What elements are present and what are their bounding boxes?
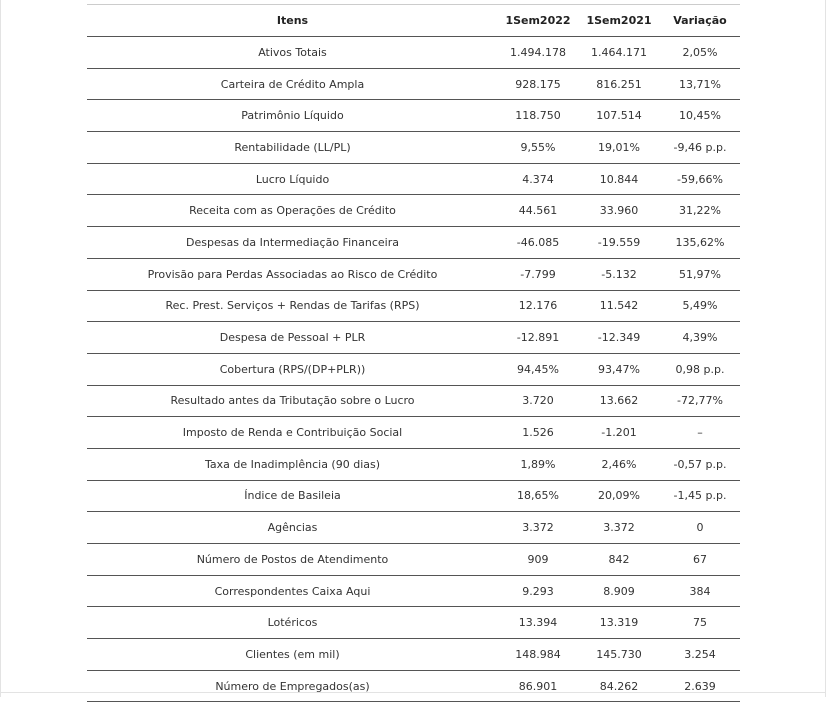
- row-variacao: 0: [660, 512, 740, 544]
- table-row: [87, 575, 740, 607]
- table-row: [87, 480, 740, 512]
- table-row: [87, 290, 740, 322]
- row-1sem2022: 1.526: [498, 417, 578, 449]
- header-1sem2021: 1Sem2021: [578, 5, 660, 37]
- row-1sem2021: -5.132: [578, 258, 660, 290]
- left-divider: [0, 0, 1, 697]
- row-1sem2022: 86.901: [498, 670, 578, 702]
- table-row: [87, 639, 740, 671]
- header-variacao: Variação: [660, 5, 740, 37]
- table-row: [87, 353, 740, 385]
- row-item: Rentabilidade (LL/PL): [87, 132, 498, 164]
- row-item: Despesas da Intermediação Financeira: [87, 227, 498, 259]
- table-row: [87, 544, 740, 576]
- row-variacao: -59,66%: [660, 163, 740, 195]
- row-1sem2021: 93,47%: [578, 353, 660, 385]
- row-1sem2021: 816.251: [578, 68, 660, 100]
- row-variacao: -72,77%: [660, 385, 740, 417]
- row-item: Resultado antes da Tributação sobre o Lucro: [87, 385, 498, 417]
- row-1sem2021: 11.542: [578, 290, 660, 322]
- row-1sem2021: 84.262: [578, 670, 660, 702]
- table-row: [87, 132, 740, 164]
- table-row: [87, 100, 740, 132]
- row-variacao: 135,62%: [660, 227, 740, 259]
- row-variacao: -9,46 p.p.: [660, 132, 740, 164]
- row-item: Cobertura (RPS/(DP+PLR)): [87, 353, 498, 385]
- row-1sem2022: 1.494.178: [498, 37, 578, 69]
- row-variacao: -1,45 p.p.: [660, 480, 740, 512]
- row-variacao: 51,97%: [660, 258, 740, 290]
- row-variacao: –: [660, 417, 740, 449]
- row-1sem2022: 94,45%: [498, 353, 578, 385]
- table-row: [87, 163, 740, 195]
- row-variacao: 13,71%: [660, 68, 740, 100]
- row-item: Número de Postos de Atendimento: [87, 544, 498, 576]
- row-1sem2021: 13.662: [578, 385, 660, 417]
- table-header-row: [87, 5, 740, 37]
- row-item: Clientes (em mil): [87, 639, 498, 671]
- row-variacao: 4,39%: [660, 322, 740, 354]
- row-item: Taxa de Inadimplência (90 dias): [87, 448, 498, 480]
- row-1sem2022: -7.799: [498, 258, 578, 290]
- row-1sem2022: 3.720: [498, 385, 578, 417]
- row-item: Despesa de Pessoal + PLR: [87, 322, 498, 354]
- row-item: Lucro Líquido: [87, 163, 498, 195]
- table-row: [87, 227, 740, 259]
- row-1sem2021: 1.464.171: [578, 37, 660, 69]
- row-1sem2022: 12.176: [498, 290, 578, 322]
- table-row: [87, 322, 740, 354]
- row-item: Ativos Totais: [87, 37, 498, 69]
- row-item: Rec. Prest. Serviços + Rendas de Tarifas (RPS): [87, 290, 498, 322]
- row-1sem2021: 13.319: [578, 607, 660, 639]
- row-variacao: 2,05%: [660, 37, 740, 69]
- row-item: Imposto de Renda e Contribuição Social: [87, 417, 498, 449]
- row-1sem2021: -1.201: [578, 417, 660, 449]
- row-variacao: 31,22%: [660, 195, 740, 227]
- table-row: [87, 417, 740, 449]
- row-variacao: 5,49%: [660, 290, 740, 322]
- row-item: Patrimônio Líquido: [87, 100, 498, 132]
- row-variacao: 3.254: [660, 639, 740, 671]
- table-row: [87, 258, 740, 290]
- row-1sem2022: 118.750: [498, 100, 578, 132]
- row-variacao: 10,45%: [660, 100, 740, 132]
- table-row: [87, 607, 740, 639]
- row-1sem2022: 928.175: [498, 68, 578, 100]
- row-1sem2022: 909: [498, 544, 578, 576]
- table-row: [87, 37, 740, 69]
- row-1sem2021: 107.514: [578, 100, 660, 132]
- row-1sem2022: 44.561: [498, 195, 578, 227]
- row-1sem2022: 1,89%: [498, 448, 578, 480]
- row-1sem2022: 9,55%: [498, 132, 578, 164]
- row-1sem2022: 9.293: [498, 575, 578, 607]
- row-variacao: -0,57 p.p.: [660, 448, 740, 480]
- row-item: Lotéricos: [87, 607, 498, 639]
- row-1sem2021: 10.844: [578, 163, 660, 195]
- table-row: [87, 385, 740, 417]
- row-1sem2022: 3.372: [498, 512, 578, 544]
- row-item: Correspondentes Caixa Aqui: [87, 575, 498, 607]
- row-1sem2021: 8.909: [578, 575, 660, 607]
- row-1sem2021: -19.559: [578, 227, 660, 259]
- row-item: Carteira de Crédito Ampla: [87, 68, 498, 100]
- header-1sem2022: 1Sem2022: [498, 5, 578, 37]
- table-row: [87, 195, 740, 227]
- table-row: [87, 512, 740, 544]
- row-1sem2021: 145.730: [578, 639, 660, 671]
- row-item: Provisão para Perdas Associadas ao Risco de Crédito: [87, 258, 498, 290]
- row-1sem2022: -12.891: [498, 322, 578, 354]
- row-item: Número de Empregados(as): [87, 670, 498, 702]
- table-row: [87, 68, 740, 100]
- row-1sem2021: 842: [578, 544, 660, 576]
- row-1sem2022: 13.394: [498, 607, 578, 639]
- table-row: [87, 448, 740, 480]
- row-variacao: 0,98 p.p.: [660, 353, 740, 385]
- row-item: Índice de Basileia: [87, 480, 498, 512]
- row-variacao: 384: [660, 575, 740, 607]
- row-1sem2021: 19,01%: [578, 132, 660, 164]
- table-row: [87, 670, 740, 702]
- row-1sem2021: 33.960: [578, 195, 660, 227]
- row-1sem2022: 148.984: [498, 639, 578, 671]
- row-1sem2021: -12.349: [578, 322, 660, 354]
- row-1sem2022: 4.374: [498, 163, 578, 195]
- row-variacao: 2.639: [660, 670, 740, 702]
- row-variacao: 67: [660, 544, 740, 576]
- row-1sem2022: 18,65%: [498, 480, 578, 512]
- row-item: Receita com as Operações de Crédito: [87, 195, 498, 227]
- row-1sem2021: 20,09%: [578, 480, 660, 512]
- row-1sem2022: -46.085: [498, 227, 578, 259]
- financial-results-table: [87, 4, 740, 702]
- row-1sem2021: 2,46%: [578, 448, 660, 480]
- row-item: Agências: [87, 512, 498, 544]
- row-variacao: 75: [660, 607, 740, 639]
- row-1sem2021: 3.372: [578, 512, 660, 544]
- header-itens: Itens: [87, 5, 498, 37]
